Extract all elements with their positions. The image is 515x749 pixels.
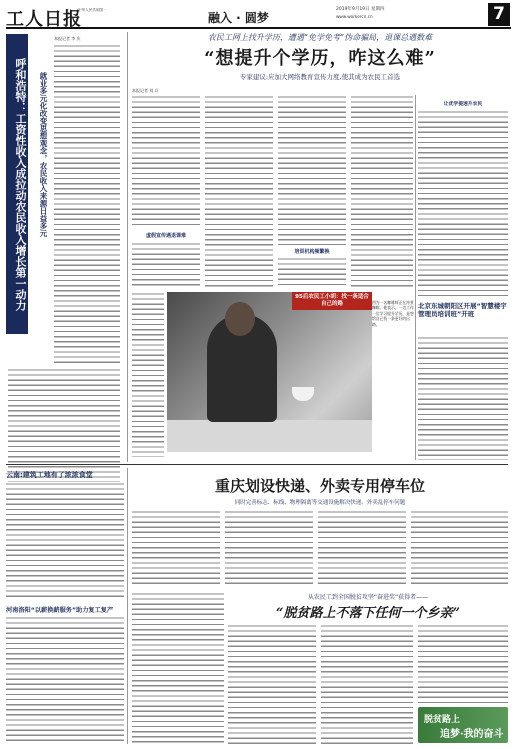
middle-subhead: 同时完善标志、标线、物理隔离等交通设施解决快递、外卖乱停车问题	[234, 500, 406, 506]
sidebar-vertical-subtitle: 就业多元化改变思想观念，农民收入来源日益多元	[39, 72, 48, 237]
issue-date: 2019年9月19日 星期四	[336, 7, 385, 12]
subtitle-2: 培训机构频繁换	[294, 249, 330, 255]
side-article-text-2	[6, 616, 124, 744]
lead-photo-side-text	[132, 292, 164, 457]
stamp-line-1: 脱贫路上	[424, 715, 461, 725]
lead-col-2-text	[205, 95, 273, 287]
middle-text-4	[411, 510, 508, 588]
page-number: 7	[488, 3, 510, 26]
lead-col-3-text	[278, 95, 346, 245]
feature-photo	[167, 292, 372, 452]
bottom-text-2	[321, 624, 413, 744]
photo-counter-shape	[167, 420, 372, 452]
lead-col-3-text-b	[278, 257, 346, 287]
right-column-text	[418, 110, 508, 298]
lead-byline: 本报记者 刘 兵	[132, 88, 159, 93]
masthead	[6, 3, 511, 29]
middle-text-1	[132, 510, 220, 588]
photo-caption: 95后农民工小胡：找一条适合自己的路	[292, 292, 372, 310]
lead-col-1-text-b	[132, 242, 200, 287]
lead-col-4-text	[351, 95, 413, 287]
bottom-kicker: 从农民工到全国脱贫攻坚“奋进奖”获得者——	[307, 594, 429, 601]
bottom-headline: “脱贫路上不落下任何一个乡亲”	[276, 606, 460, 621]
bottom-left-text	[132, 592, 224, 744]
website-url[interactable]: www.workercn.cn	[336, 14, 373, 19]
section-divider	[6, 464, 508, 465]
column-divider	[127, 468, 128, 744]
sidebar-body-text	[54, 44, 120, 364]
right-column-title: 让优学提速升农民	[443, 102, 483, 107]
bottom-text-1	[228, 624, 316, 744]
sidebar-article	[6, 32, 124, 462]
photo-cup-shape	[292, 387, 314, 401]
photo-head-shape	[225, 302, 255, 336]
right-column-title-2: 北京东城朝阳区开展“智慧楼宇管理员培训班”开班	[418, 302, 507, 318]
side-headline: 云南:建筑工地有了浓浓食堂	[6, 471, 93, 479]
column-divider	[415, 95, 416, 460]
lead-kicker: 农民工网上找升学历，遭遇“免学免考”伪命骗局，退课总遇数难	[207, 33, 433, 42]
bottom-text-3	[418, 624, 508, 704]
sidebar-vertical-title: 呼和浩特：工资性收入成拉动农民收入增长第一动力	[6, 34, 28, 334]
middle-text-3	[318, 510, 406, 588]
subtitle-1: 虚假宣传遇退课难	[145, 233, 186, 239]
sidebar-author: 本报记者 李 庆	[54, 36, 81, 41]
stamp-line-2: 追梦·我的奋斗	[440, 729, 504, 740]
middle-text-2	[225, 510, 313, 588]
side-headline-2: 河南洛阳“以薪换薪服务”助力复工复产	[6, 607, 114, 614]
lead-headline: “想提升个学历，咋这么难”	[204, 48, 436, 69]
photo-quote: 图为一名咖啡师正在冲煮咖啡。他表示，一边工作一边学习提升学历，是想给自己找一条更好的出路。	[372, 300, 414, 327]
logo-subtitle: 中华人民共和国 ·	[78, 8, 106, 12]
side-article-text	[6, 482, 124, 600]
column-divider	[127, 32, 128, 462]
middle-headline: 重庆划设快递、外卖专用停车位	[214, 477, 425, 495]
right-column-text-2	[418, 336, 508, 460]
newspaper-logo: 工人日报	[6, 9, 82, 30]
lead-subhead: 专家建议:应加大网络教育宣传力度,使其成为农民工首选	[239, 73, 401, 81]
lead-col-1-text	[132, 95, 200, 229]
section-title: 融入 · 圆梦	[208, 11, 269, 25]
